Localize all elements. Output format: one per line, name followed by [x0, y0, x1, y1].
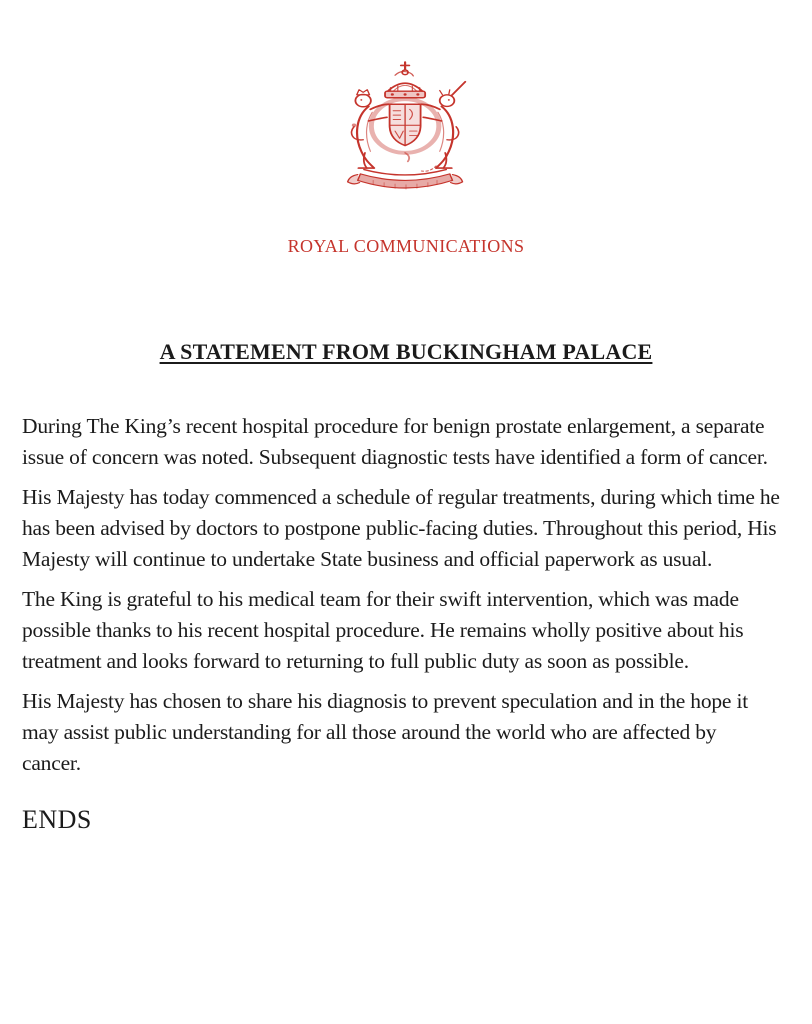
statement-paragraph-4: His Majesty has chosen to share his diagnosis to prevent speculation and in the hope it may assist public understanding for all those around the world who are affected by cancer. — [22, 689, 748, 775]
royal-coat-of-arms-icon — [341, 60, 471, 192]
ends-marker: ENDS — [22, 805, 92, 834]
statement-title: A STATEMENT FROM BUCKINGHAM PALACE — [159, 339, 653, 364]
statement-paragraph-2: His Majesty has today commenced a schedule of regular treatments, during which time he has been advised by doctors to postpone public-facing duties. Throughout this period, His Majesty will continue to undertake State business and official paperwork as usual. — [22, 485, 780, 571]
letterhead-org-name: ROYAL COMMUNICATIONS — [287, 236, 525, 256]
statement-paragraph-1: During The King’s recent hospital procedure for benign prostate enlargement, a separate issue of concern was noted. Subsequent diagnostic tests have identified a form of cancer. — [22, 414, 768, 469]
statement-paragraph-3: The King is grateful to his medical team for their swift intervention, which was made possible thanks to his recent hospital procedure. He remains wholly positive about his treatment and looks forward to returning to full public duty as soon as possible. — [22, 587, 744, 673]
statement-body — [22, 411, 780, 779]
